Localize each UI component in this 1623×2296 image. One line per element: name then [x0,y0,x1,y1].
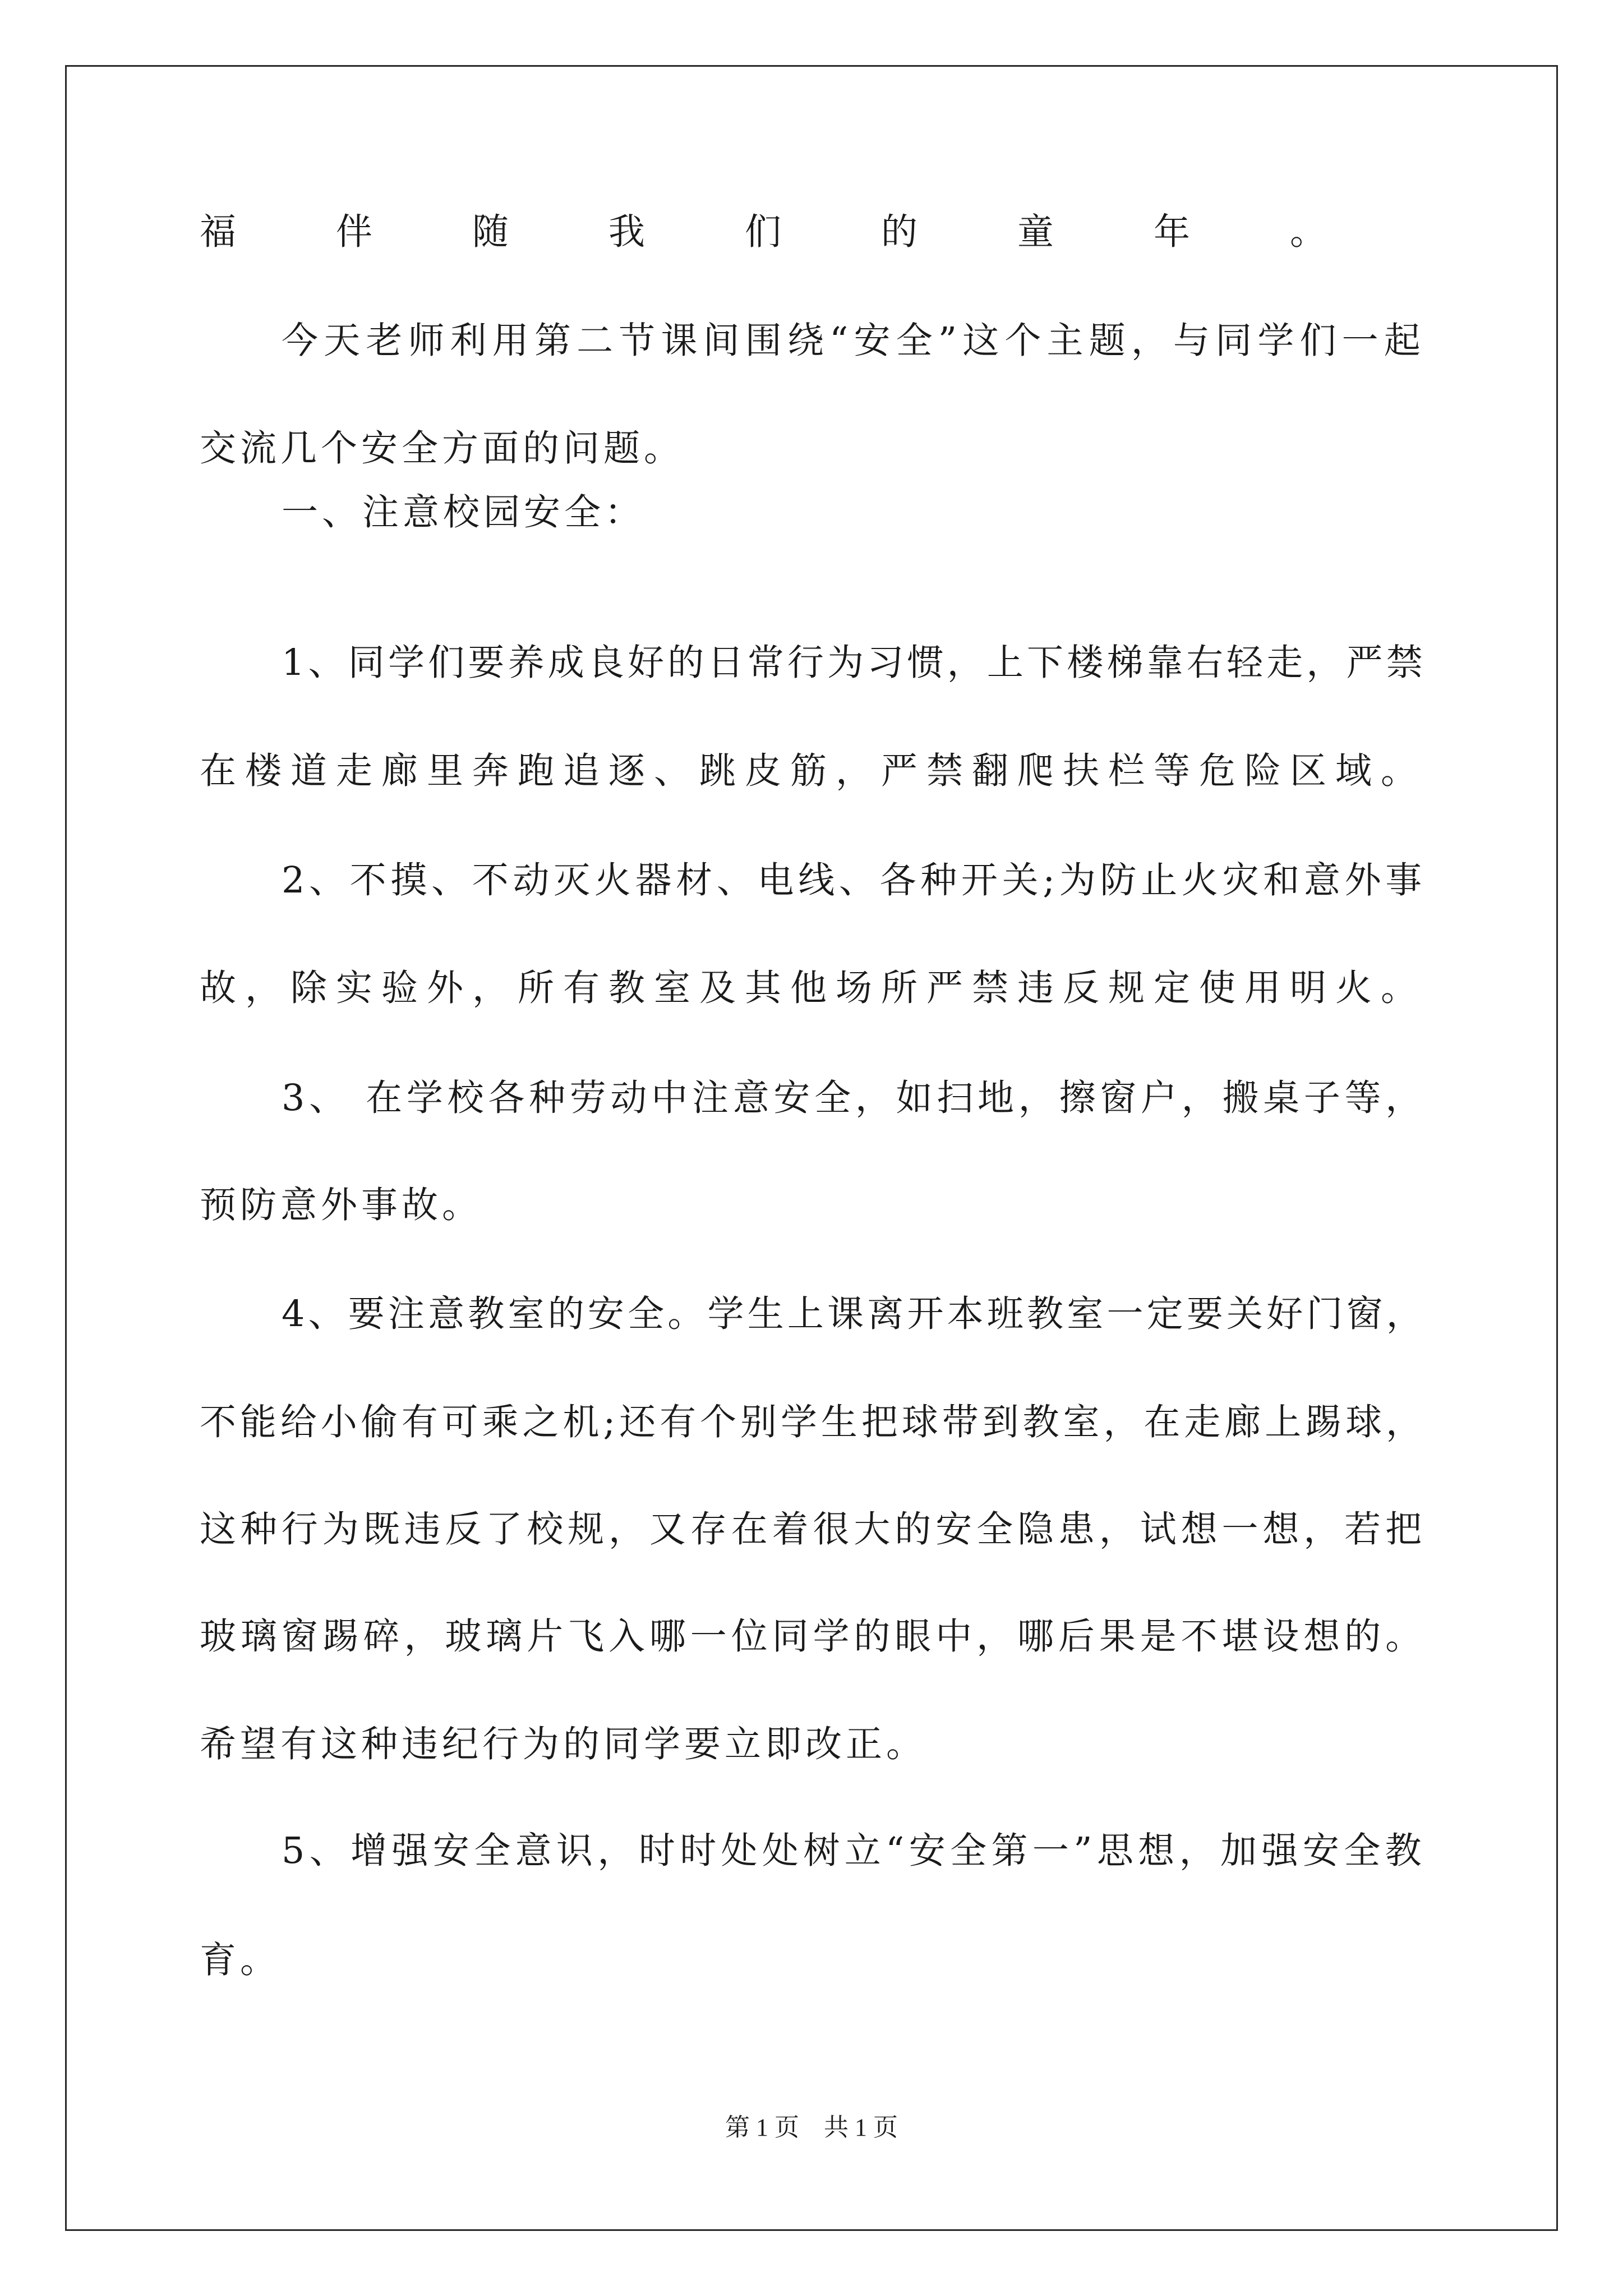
text-line: 福伴随我们的童年。 [200,211,1426,253]
text-line: 今天老师利用第二节课间围绕“安全”这个主题，与同学们一起 [282,320,1426,362]
text-line: 在楼道走廊里奔跑追逐、跳皮筋，严禁翻爬扶栏等危险区域。 [200,750,1426,792]
text-line: 2、不摸、不动灭火器材、电线、各种开关;为防止火灾和意外事 [282,859,1426,901]
text-line: 1、同学们要养成良好的日常行为习惯，上下楼梯靠右轻走，严禁 [282,642,1426,684]
text-line: 3、 在学校各种劳动中注意安全，如扫地，擦窗户，搬桌子等， [282,1077,1426,1119]
text-line: 故，除实验外，所有教室及其他场所严禁违反规定使用明火。 [200,967,1426,1009]
text-line: 不能给小偷有可乘之机;还有个别学生把球带到教室，在走廊上踢球， [200,1401,1426,1443]
text-line: 希望有这种违纪行为的同学要立即改正。 [200,1723,927,1765]
page-footer: 第 1 页 共 1 页 [725,2114,898,2141]
text-line: 一、注意校园安全： [282,491,645,533]
page-border [65,65,1558,2231]
text-line: 4、要注意教室的安全。学生上课离开本班教室一定要关好门窗， [282,1293,1426,1335]
text-line: 玻璃窗踢碎，玻璃片飞入哪一位同学的眼中，哪后果是不堪设想的。 [200,1616,1426,1658]
text-line: 育。 [200,1939,281,1981]
text-line: 交流几个安全方面的问题。 [200,427,685,470]
text-line: 5、增强安全意识，时时处处树立“安全第一”思想，加强安全教 [282,1830,1426,1872]
text-line: 预防意外事故。 [200,1184,483,1226]
text-line: 这种行为既违反了校规，又存在着很大的安全隐患，试想一想，若把 [200,1508,1426,1550]
